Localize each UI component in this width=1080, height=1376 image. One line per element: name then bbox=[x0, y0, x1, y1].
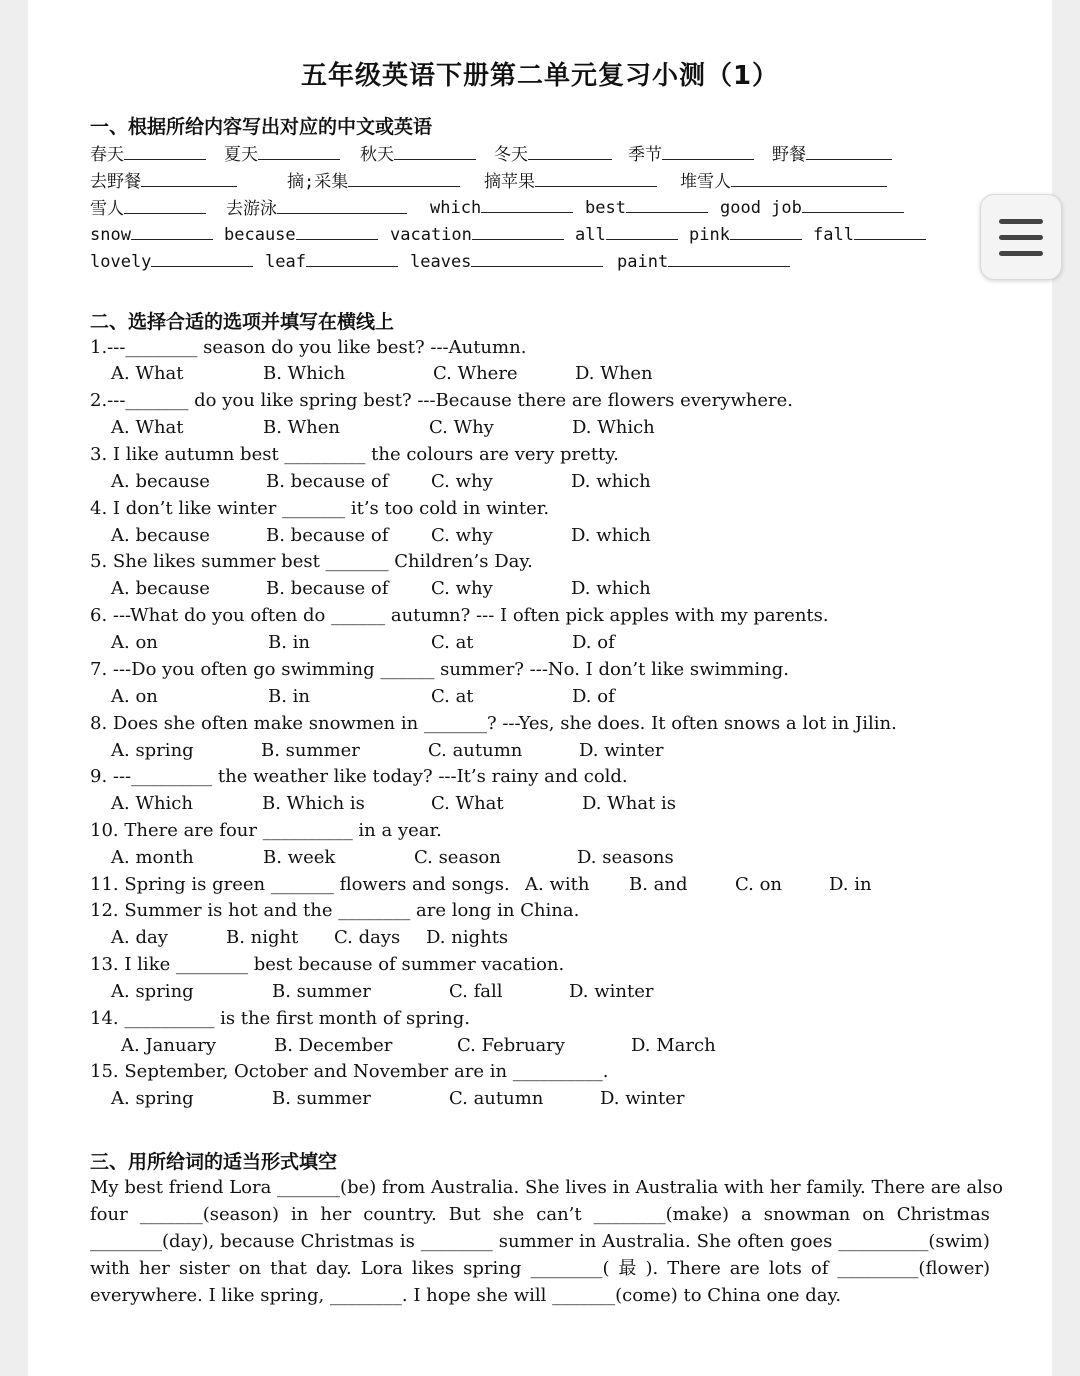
vocab-item bbox=[90, 248, 253, 272]
passage-word: her bbox=[320, 1204, 352, 1225]
option: D. Which bbox=[572, 417, 655, 438]
passage-word: __________(swim) bbox=[838, 1231, 990, 1252]
answer-blank[interactable] bbox=[662, 141, 754, 160]
vocab-item bbox=[410, 248, 603, 272]
vocab-word: all bbox=[575, 225, 606, 245]
answer-blank[interactable] bbox=[472, 221, 564, 240]
passage-word: There bbox=[667, 1258, 721, 1279]
option: C. season bbox=[414, 847, 501, 868]
passage-word: on bbox=[862, 1204, 885, 1225]
option: A. because bbox=[111, 578, 210, 599]
option: B. summer bbox=[272, 1088, 371, 1109]
vocab-word: 春天 bbox=[90, 145, 124, 165]
vocab-item bbox=[360, 140, 476, 165]
option: D. which bbox=[571, 471, 651, 492]
vocab-item bbox=[628, 140, 754, 165]
answer-blank[interactable] bbox=[731, 168, 887, 187]
passage-word: she bbox=[492, 1204, 525, 1225]
vocab-item bbox=[494, 140, 612, 165]
vocab-word: 雪人 bbox=[90, 199, 124, 219]
option: B. and bbox=[629, 874, 688, 895]
option: A. spring bbox=[111, 981, 194, 1002]
option: D. winter bbox=[600, 1088, 685, 1109]
option: D. seasons bbox=[577, 847, 674, 868]
option: D. of bbox=[572, 686, 615, 707]
vocab-item bbox=[772, 140, 892, 165]
option: D. of bbox=[572, 632, 615, 653]
option: C. Where bbox=[433, 363, 518, 384]
passage-word: is bbox=[399, 1231, 415, 1252]
passage-word: four bbox=[90, 1204, 128, 1225]
option: D. in bbox=[829, 874, 872, 895]
vocab-word: 冬天 bbox=[494, 145, 528, 165]
answer-blank[interactable] bbox=[528, 141, 612, 160]
option: C. What bbox=[431, 793, 504, 814]
section3-heading: 三、用所给词的适当形式填空 bbox=[90, 1151, 338, 1173]
answer-blank[interactable] bbox=[296, 221, 378, 240]
option: B. week bbox=[263, 847, 336, 868]
passage-word: country. bbox=[363, 1204, 437, 1225]
option: C. why bbox=[431, 471, 493, 492]
option: C. at bbox=[431, 632, 474, 653]
option: A. January bbox=[121, 1035, 217, 1056]
menu-icon bbox=[999, 219, 1043, 224]
question-stem: 7. ---Do you often go swimming ______ summer? ---No. I don’t like swimming. bbox=[90, 659, 790, 680]
option: D. What is bbox=[582, 793, 677, 814]
answer-blank[interactable] bbox=[141, 168, 237, 187]
option: B. because of bbox=[266, 471, 389, 492]
answer-blank[interactable] bbox=[151, 248, 253, 267]
vocab-item bbox=[390, 221, 564, 245]
passage-word: on bbox=[238, 1258, 262, 1279]
option: C. Why bbox=[429, 417, 494, 438]
passage-word: day. bbox=[315, 1258, 352, 1279]
option: B. in bbox=[268, 632, 311, 653]
section1-heading: 一、根据所给内容写出对应的中文或英语 bbox=[90, 116, 433, 138]
answer-blank[interactable] bbox=[481, 194, 573, 213]
option: D. March bbox=[631, 1035, 716, 1056]
answer-blank[interactable] bbox=[668, 248, 790, 267]
answer-blank[interactable] bbox=[730, 221, 802, 240]
passage-word: sister bbox=[178, 1258, 230, 1279]
question-stem: 15. September, October and November are in __________. bbox=[90, 1061, 609, 1082]
answer-blank[interactable] bbox=[535, 168, 657, 187]
vocab-word: pink bbox=[689, 225, 730, 245]
option: B. When bbox=[263, 417, 341, 438]
option: C. autumn bbox=[428, 740, 523, 761]
vocab-word: 秋天 bbox=[360, 145, 394, 165]
passage-word: a bbox=[741, 1204, 752, 1225]
vocab-item bbox=[226, 194, 407, 219]
passage-word: likes bbox=[411, 1258, 455, 1279]
vocab-item bbox=[90, 221, 213, 245]
passage-word: snowman bbox=[763, 1204, 851, 1225]
question-stem: 8. Does she often make snowmen in _______? ---Yes, she does. It often snows a lot in Jilin. bbox=[90, 713, 897, 734]
option: A. month bbox=[111, 847, 194, 868]
passage-word: ). bbox=[645, 1258, 659, 1279]
passage-line bbox=[90, 1228, 990, 1255]
passage-word: Christmas bbox=[300, 1231, 394, 1252]
passage-word: goes bbox=[790, 1231, 833, 1252]
option: B. night bbox=[226, 927, 299, 948]
vocab-item bbox=[90, 194, 206, 219]
passage-word: My best friend Lora _______(be) from Australia. She lives in Australia with her family. There are also bbox=[90, 1177, 1003, 1198]
option: C. days bbox=[334, 927, 401, 948]
menu-icon bbox=[999, 235, 1043, 240]
option: A. spring bbox=[111, 740, 194, 761]
option: A. because bbox=[111, 525, 210, 546]
option: B. Which is bbox=[262, 793, 365, 814]
option: D. nights bbox=[426, 927, 509, 948]
passage-word: in bbox=[578, 1231, 597, 1252]
vocab-word: 夏天 bbox=[224, 145, 258, 165]
answer-blank[interactable] bbox=[626, 194, 708, 213]
answer-blank[interactable] bbox=[606, 221, 678, 240]
vocab-item bbox=[680, 167, 887, 192]
passage-word: Christmas bbox=[896, 1204, 990, 1225]
vocab-word: leaves bbox=[410, 252, 472, 272]
passage-word: in bbox=[291, 1204, 309, 1225]
passage-word: with bbox=[90, 1258, 130, 1279]
passage-word: are bbox=[729, 1258, 760, 1279]
question-stem: 12. Summer is hot and the ________ are long in China. bbox=[90, 900, 580, 921]
vocab-word: 摘;采集 bbox=[287, 172, 349, 192]
vocab-word: 野餐 bbox=[772, 145, 806, 165]
answer-blank[interactable] bbox=[131, 221, 213, 240]
answer-blank[interactable] bbox=[124, 141, 206, 160]
vocab-item bbox=[575, 221, 678, 245]
passage-word: ________( bbox=[530, 1258, 610, 1279]
vocab-word: 去游泳 bbox=[226, 199, 277, 219]
option: A. spring bbox=[111, 1088, 194, 1109]
passage-word: that bbox=[270, 1258, 307, 1279]
question-stem: 1.---________ season do you like best? ---Autumn. bbox=[90, 337, 527, 358]
passage-word: everywhere. I like spring, ________. I hope she will _______(come) to China one day. bbox=[90, 1285, 842, 1306]
option: C. autumn bbox=[449, 1088, 544, 1109]
option: A. What bbox=[111, 417, 184, 438]
passage-word: summer bbox=[498, 1231, 573, 1252]
page-title: 五年级英语下册第二单元复习小测（1） bbox=[300, 61, 780, 91]
option: D. When bbox=[575, 363, 653, 384]
vocab-item bbox=[90, 140, 206, 165]
vocab-item bbox=[287, 167, 460, 192]
answer-blank[interactable] bbox=[277, 195, 407, 214]
vocab-item bbox=[617, 248, 790, 272]
menu-button[interactable] bbox=[980, 194, 1062, 280]
answer-blank[interactable] bbox=[306, 248, 398, 267]
option: A. What bbox=[111, 363, 184, 384]
vocab-item bbox=[224, 221, 378, 245]
option: D. which bbox=[571, 525, 651, 546]
passage-word: _______(season) bbox=[139, 1204, 280, 1225]
vocab-word: leaf bbox=[265, 252, 306, 272]
option: A. because bbox=[111, 471, 210, 492]
passage-word: her bbox=[139, 1258, 170, 1279]
passage-line bbox=[90, 1282, 990, 1309]
vocab-word: lovely bbox=[90, 252, 152, 272]
option: A. day bbox=[111, 927, 168, 948]
passage-word: 最 bbox=[618, 1258, 637, 1279]
answer-blank[interactable] bbox=[258, 141, 340, 160]
cloze-passage bbox=[90, 1174, 1003, 1309]
passage-line bbox=[90, 1174, 1003, 1201]
answer-blank[interactable] bbox=[471, 248, 603, 267]
question-stem: 6. ---What do you often do ______ autumn? --- I often pick apples with my parents. bbox=[90, 605, 829, 626]
question-stem: 9. ---_________ the weather like today? ---It’s rainy and cold. bbox=[90, 766, 628, 787]
answer-blank[interactable] bbox=[806, 141, 892, 160]
option: A. with bbox=[525, 874, 590, 895]
vocab-word: good job bbox=[720, 198, 802, 218]
passage-word: _________(flower) bbox=[837, 1258, 990, 1279]
question-stem: 10. There are four __________ in a year. bbox=[90, 820, 442, 841]
question-stem: 11. Spring is green _______ flowers and songs. bbox=[90, 874, 510, 895]
passage-line bbox=[90, 1201, 990, 1228]
vocab-word: snow bbox=[90, 225, 131, 245]
answer-blank[interactable] bbox=[348, 168, 460, 187]
vocab-item bbox=[90, 167, 237, 192]
answer-blank[interactable] bbox=[854, 221, 926, 240]
question-stem: 4. I don’t like winter _______ it’s too cold in winter. bbox=[90, 498, 550, 519]
vocab-word: 堆雪人 bbox=[680, 172, 731, 192]
section2-heading: 二、选择合适的选项并填写在横线上 bbox=[90, 311, 395, 333]
vocab-word: which bbox=[430, 198, 482, 218]
answer-blank[interactable] bbox=[394, 141, 476, 160]
option: D. winter bbox=[579, 740, 664, 761]
vocab-item bbox=[813, 221, 926, 245]
passage-word: can’t bbox=[536, 1204, 582, 1225]
vocab-word: 摘苹果 bbox=[484, 172, 535, 192]
passage-line bbox=[90, 1255, 990, 1282]
vocab-word: fall bbox=[813, 225, 854, 245]
menu-icon bbox=[999, 251, 1043, 256]
passage-word: because bbox=[220, 1231, 295, 1252]
passage-word: ________(day), bbox=[90, 1231, 215, 1252]
option: C. February bbox=[457, 1035, 565, 1056]
passage-word: Lora bbox=[360, 1258, 403, 1279]
passage-word: of bbox=[810, 1258, 829, 1279]
vocab-word: because bbox=[224, 225, 296, 245]
vocab-item bbox=[265, 248, 398, 272]
vocab-word: best bbox=[585, 198, 626, 218]
option: D. winter bbox=[569, 981, 654, 1002]
passage-word: Australia. bbox=[602, 1231, 691, 1252]
vocab-item bbox=[224, 140, 340, 165]
passage-word: often bbox=[737, 1231, 785, 1252]
passage-word: lots bbox=[768, 1258, 802, 1279]
vocab-word: vacation bbox=[390, 225, 472, 245]
question-stem: 2.---_______ do you like spring best? ---Because there are flowers everywhere. bbox=[90, 390, 793, 411]
option: C. why bbox=[431, 578, 493, 599]
option: B. Which bbox=[263, 363, 346, 384]
option: B. because of bbox=[266, 578, 389, 599]
passage-word: spring bbox=[463, 1258, 522, 1279]
passage-word: She bbox=[696, 1231, 732, 1252]
option: C. fall bbox=[449, 981, 503, 1002]
passage-word: ________(make) bbox=[593, 1204, 730, 1225]
question-stem: 5. She likes summer best _______ Children’s Day. bbox=[90, 551, 533, 572]
question-stem: 13. I like ________ best because of summer vacation. bbox=[90, 954, 565, 975]
vocab-item bbox=[484, 167, 657, 192]
option: A. on bbox=[111, 632, 158, 653]
vocab-word: paint bbox=[617, 252, 669, 272]
answer-blank[interactable] bbox=[802, 194, 904, 213]
option: C. on bbox=[735, 874, 783, 895]
option: B. because of bbox=[266, 525, 389, 546]
option: C. at bbox=[431, 686, 474, 707]
vocab-item bbox=[720, 194, 904, 218]
option: B. December bbox=[274, 1035, 393, 1056]
question-stem: 14. __________ is the first month of spring. bbox=[90, 1008, 471, 1029]
option: C. why bbox=[431, 525, 493, 546]
vocab-word: 去野餐 bbox=[90, 172, 141, 192]
vocab-item bbox=[430, 194, 573, 218]
vocab-item bbox=[585, 194, 708, 218]
answer-blank[interactable] bbox=[124, 195, 206, 214]
option: B. summer bbox=[272, 981, 371, 1002]
vocab-word: 季节 bbox=[628, 145, 662, 165]
option: D. which bbox=[571, 578, 651, 599]
vocab-item bbox=[689, 221, 802, 245]
passage-word: But bbox=[448, 1204, 481, 1225]
option: B. in bbox=[268, 686, 311, 707]
question-stem: 3. I like autumn best _________ the colours are very pretty. bbox=[90, 444, 619, 465]
option: A. Which bbox=[111, 793, 193, 814]
option: B. summer bbox=[261, 740, 360, 761]
passage-word: ________ bbox=[420, 1231, 493, 1252]
option: A. on bbox=[111, 686, 158, 707]
